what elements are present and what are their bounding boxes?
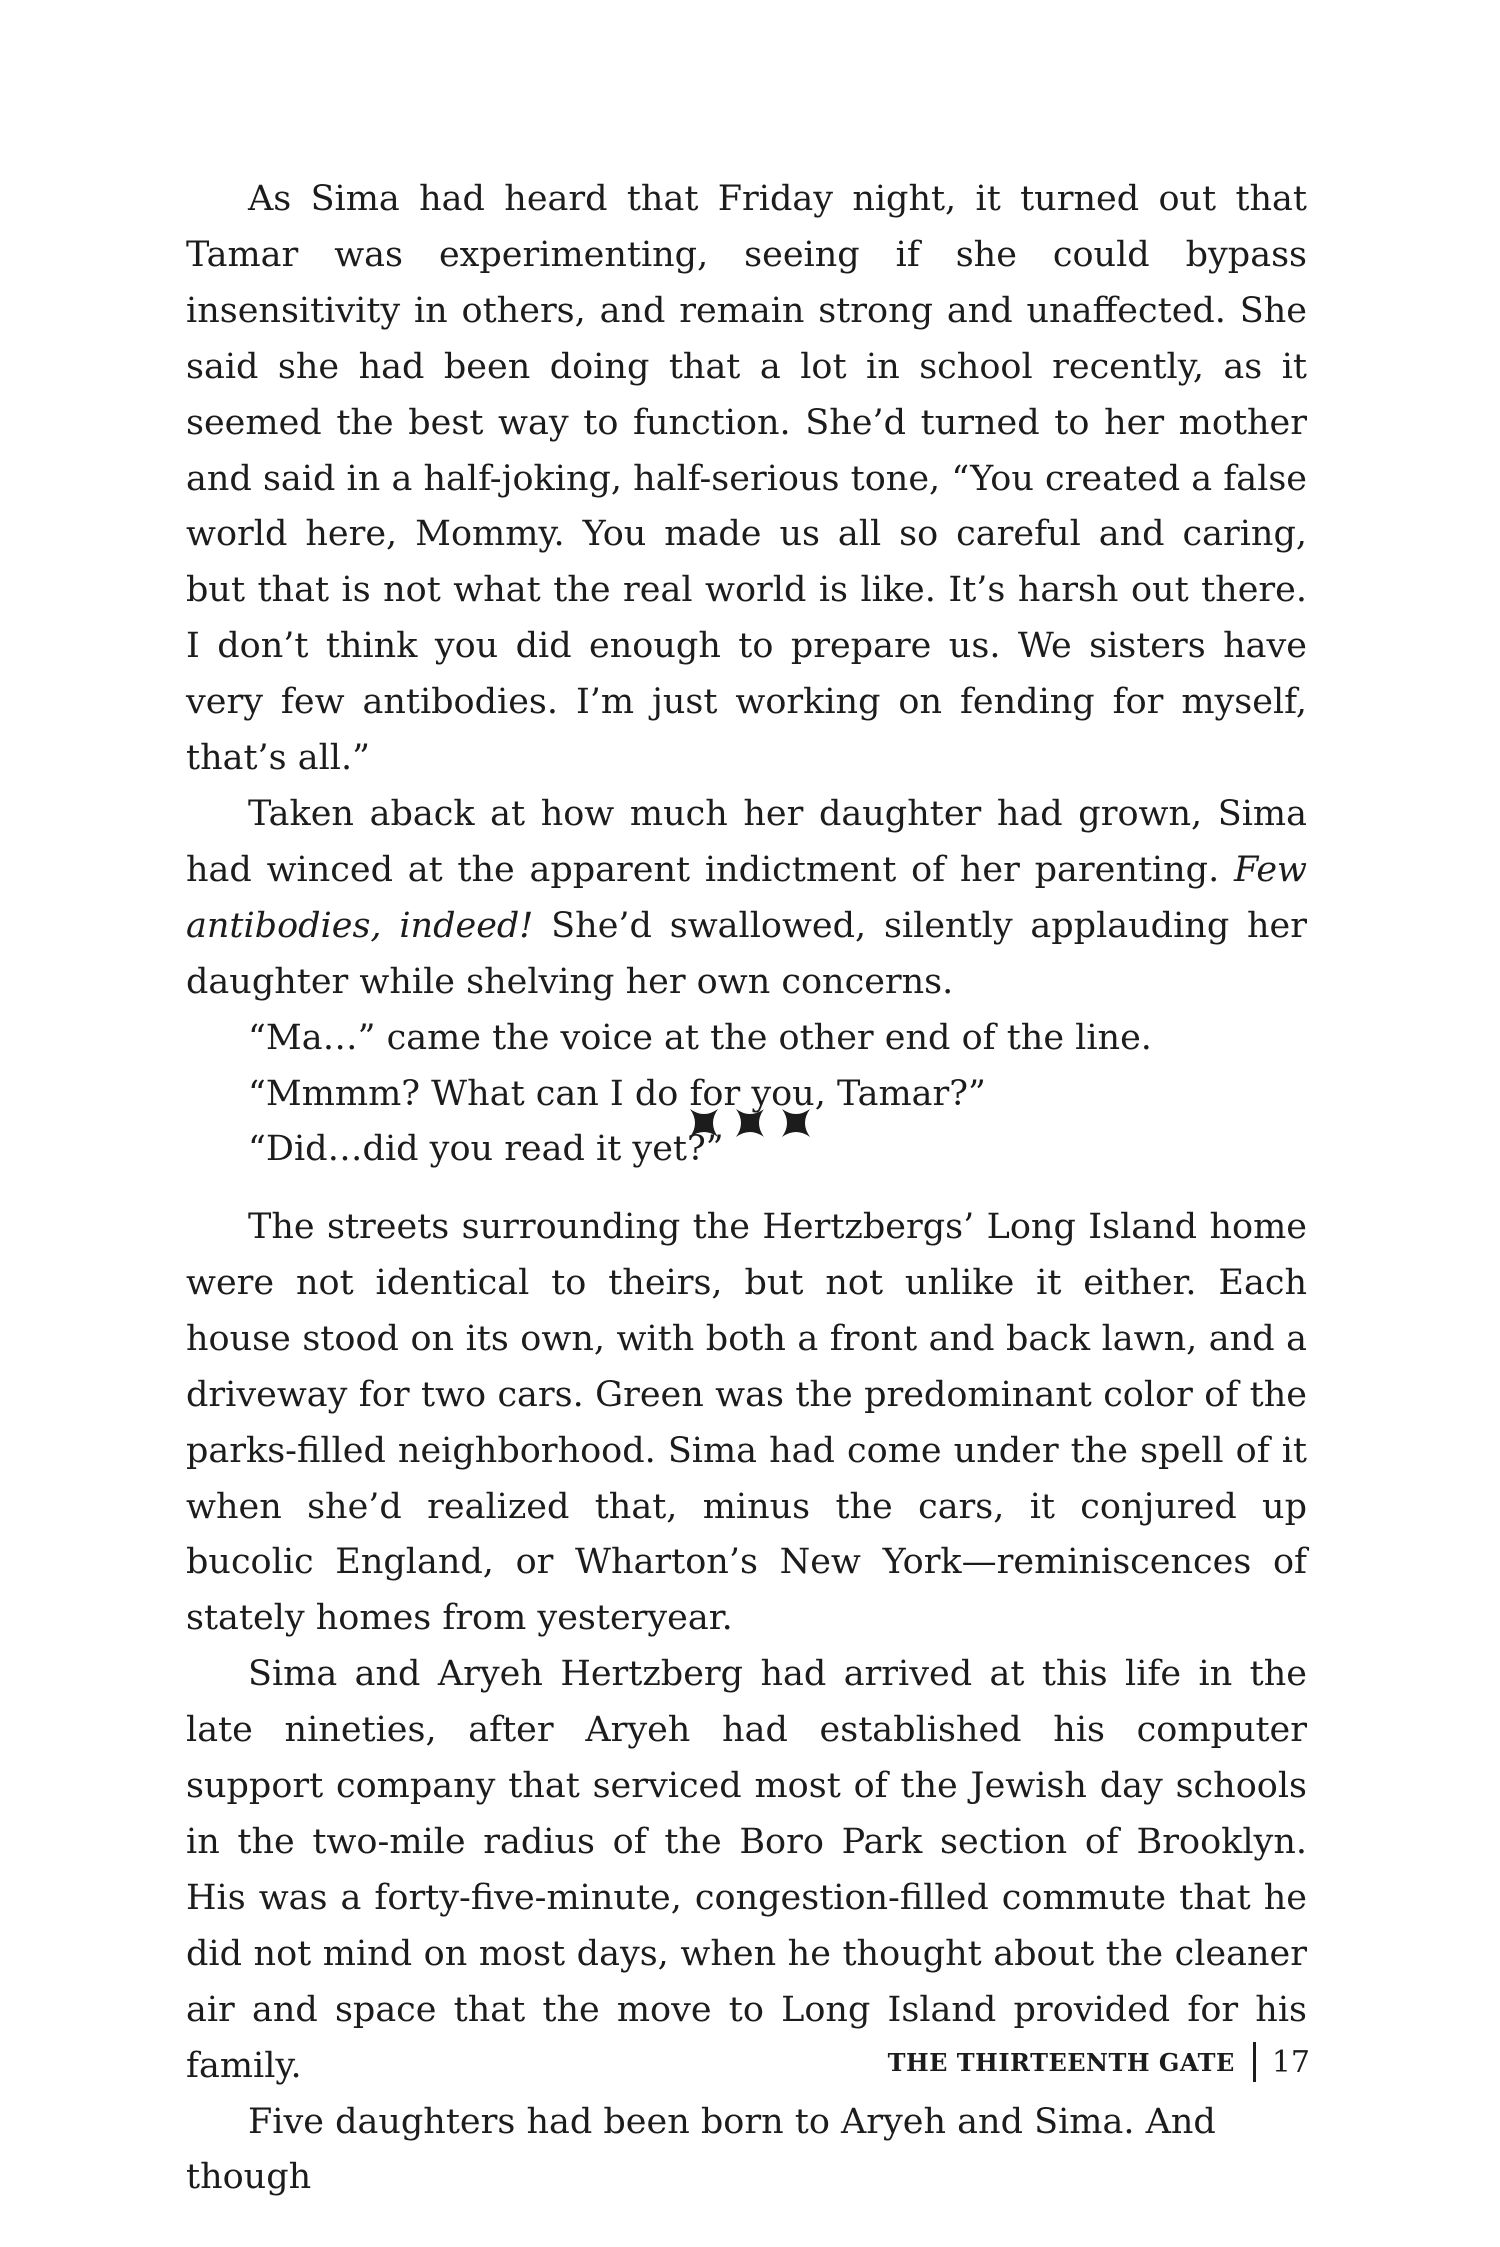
section-one-text xyxy=(186,172,1307,1178)
ornament-icon xyxy=(735,1108,765,1138)
paragraph: Five daughters had been born to Aryeh and Sima. And though xyxy=(186,2101,1216,2198)
page-number: 17 xyxy=(1271,2044,1310,2080)
section-divider xyxy=(0,1108,1500,1148)
running-head: THE THIRTEENTH GATE xyxy=(887,2047,1235,2077)
ornament-icon xyxy=(689,1108,719,1138)
dialogue-line: “Mmmm? What can I do for you, Tamar?” xyxy=(248,1073,986,1114)
paragraph-text: Taken aback at how much her daughter had grown, Sima had winced at the apparent indictment of her parenting. xyxy=(186,793,1307,890)
paragraph-text: She’d swallowed, silently applauding her daughter while shelving her own concerns. xyxy=(186,905,1308,1002)
paragraph: The streets surrounding the Hertzbergs’ Long Island home were not identical to theirs, but not unlike it either. Each house stood on its own, with both a front and back lawn, and a driveway for two cars. Green was the predominant color of the parks-filled neighborhood. Sima had come under the spell of it when she’d realized that, minus the cars, it conjured up bucolic England, or Wharton’s New York—reminiscences of stately homes from yesteryear. xyxy=(186,1207,1307,1639)
paragraph: Sima and Aryeh Hertzberg had arrived at this life in the late nineties, after Aryeh had established his computer support company that serviced most of the Jewish day schools in the two-mile radius of the Boro Park section of Brooklyn. His was a forty-five-minute, congestion-filled commute that he did not mind on most days, when he thought about the cleaner air and space that the move to Long Island provided for his family. xyxy=(186,1654,1307,2086)
paragraph xyxy=(186,787,1307,1011)
paragraph: As Sima had heard that Friday night, it turned out that Tamar was experimenting, seeing if she could bypass insensitivity in others, and remain strong and unaffected. She said she had been doing that a lot in school recently, as it seemed the best way to function. She’d turned to her mother and said in a half-joking, half-serious tone, “You created a false world here, Mommy. You made us all so careful and caring, but that is not what the real world is like. It’s harsh out there. I don’t think you did enough to prepare us. We sisters have very few antibodies. I’m just working on fending for myself, that’s all.” xyxy=(186,179,1307,779)
footer-divider xyxy=(1253,2042,1256,2082)
dialogue-line: “Did…did you read it yet?” xyxy=(248,1129,724,1170)
page-footer xyxy=(888,2040,1310,2084)
ornament-icon xyxy=(781,1108,811,1138)
dialogue-line: “Ma…” came the voice at the other end of the line. xyxy=(248,1017,1152,1058)
italic-phrase: Few antibodies, indeed! xyxy=(186,849,1307,946)
